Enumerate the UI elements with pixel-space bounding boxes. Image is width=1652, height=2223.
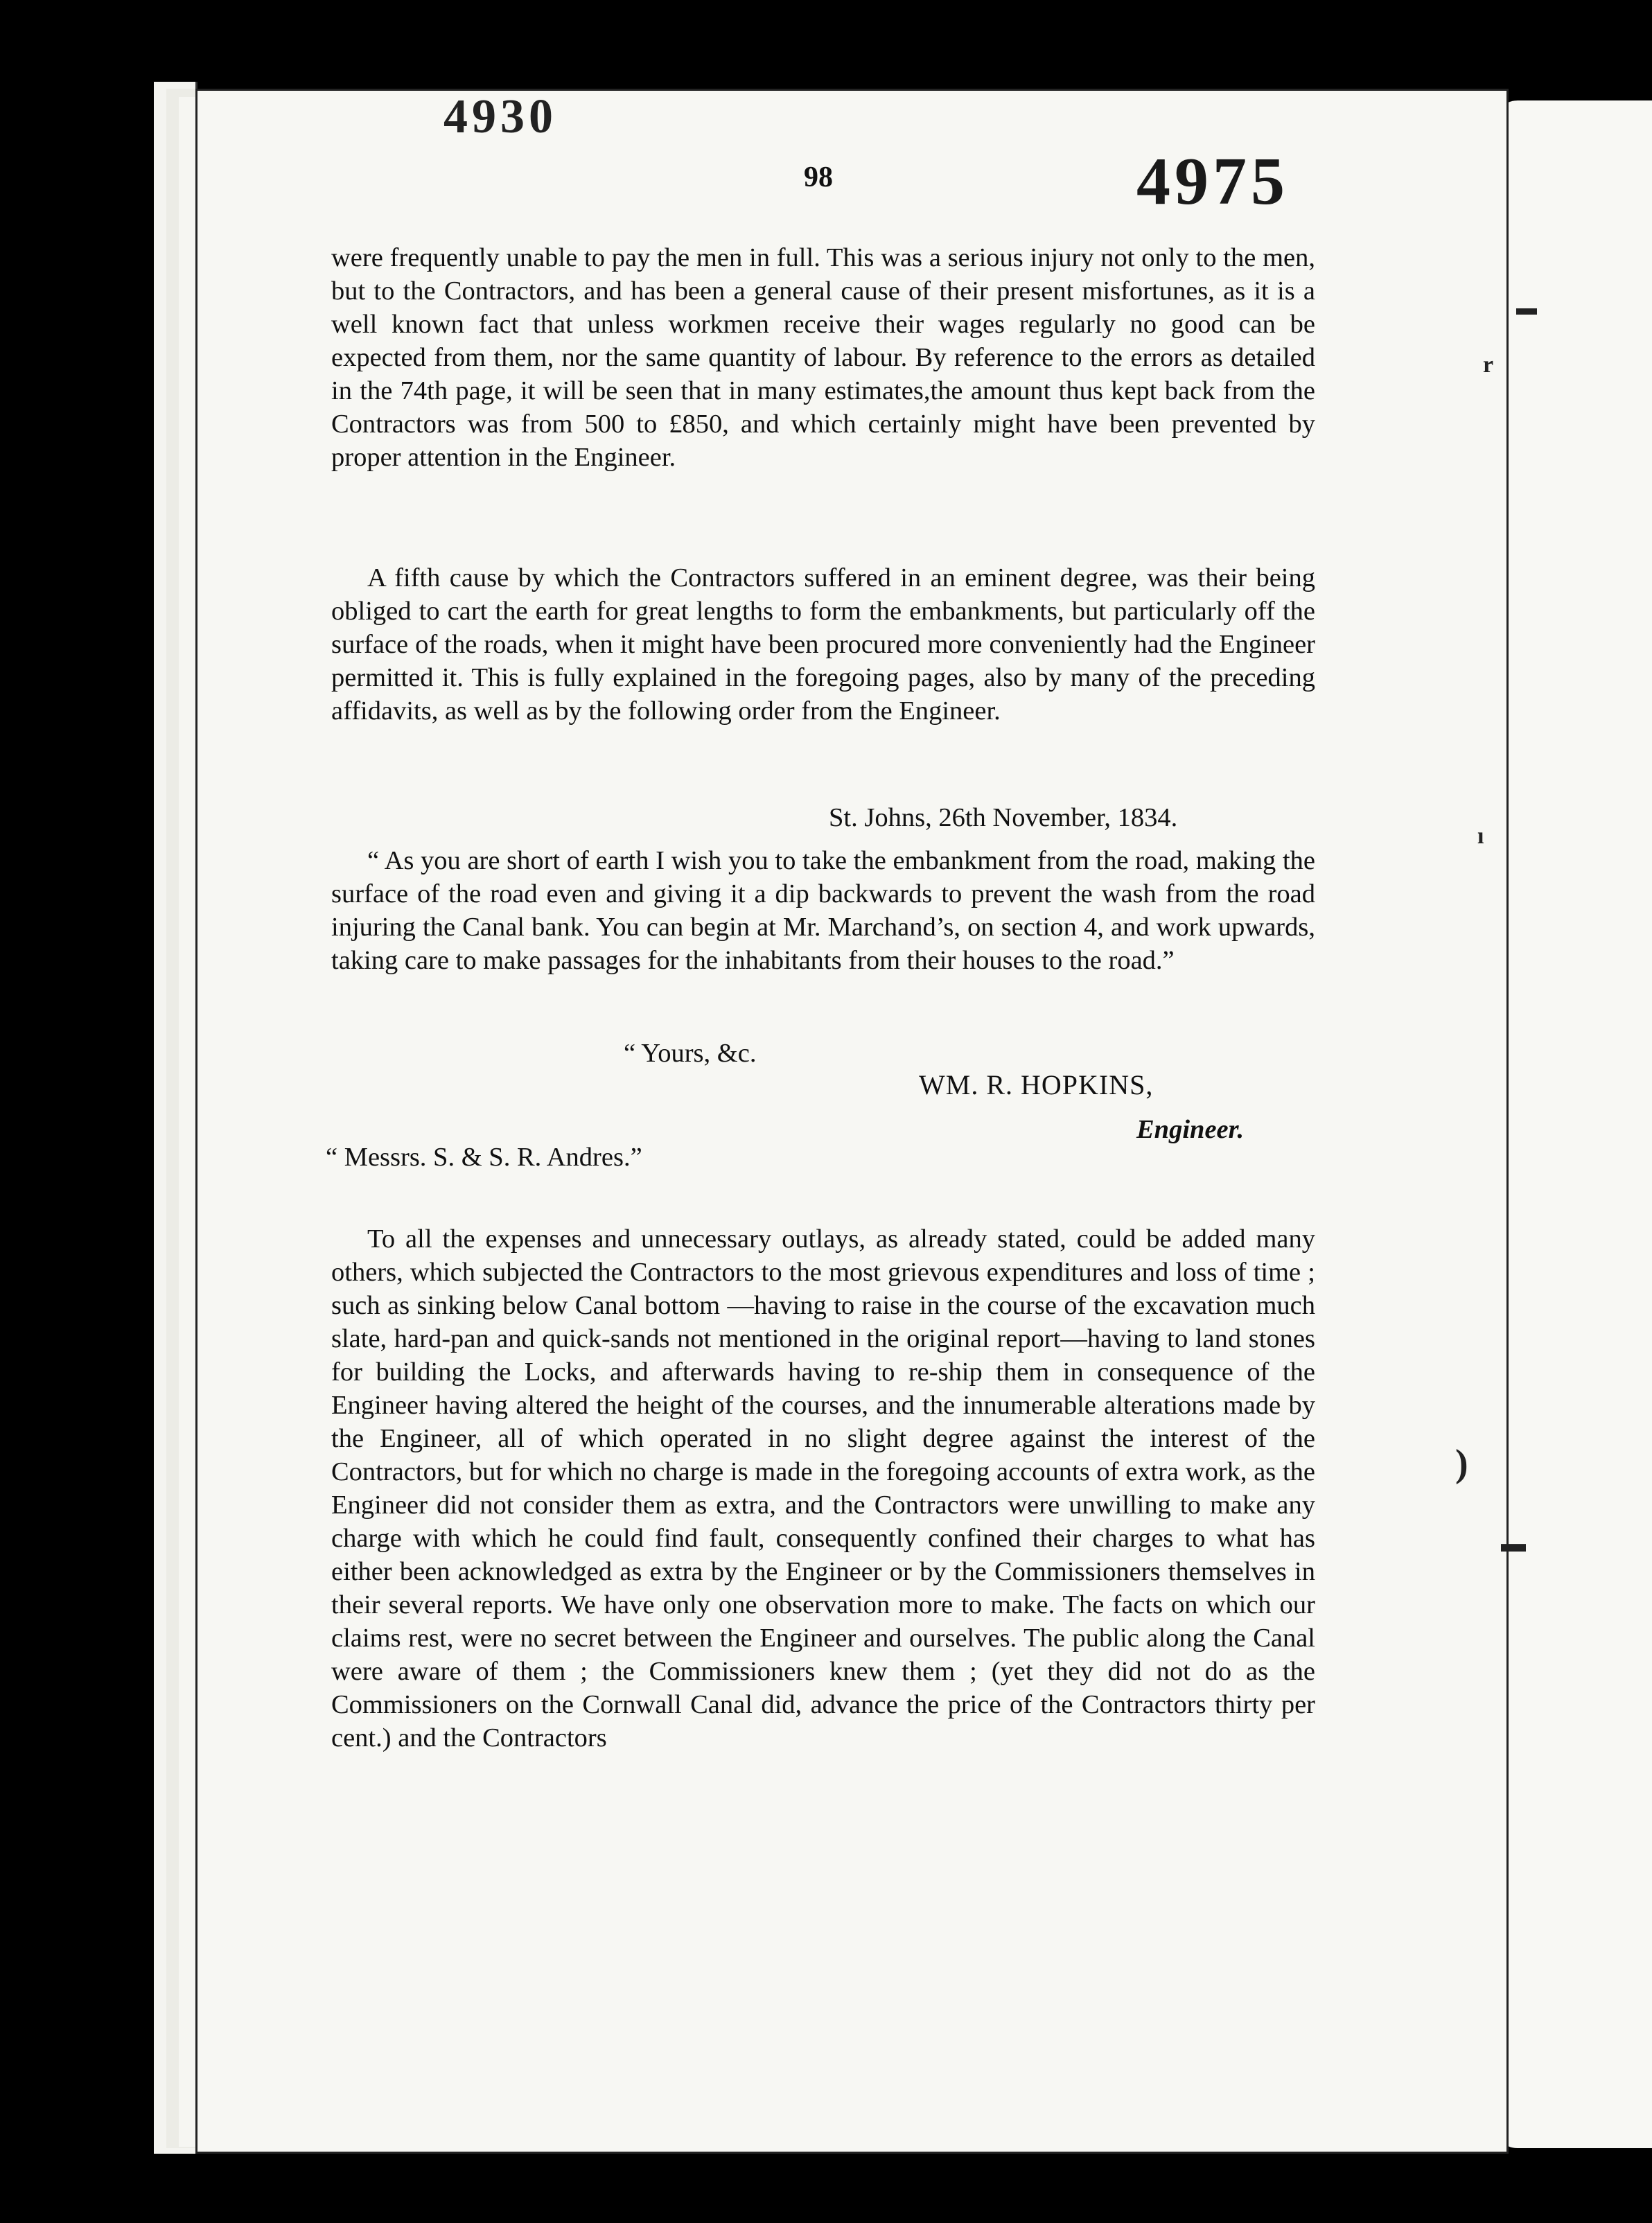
adjacent-page <box>1490 100 1652 2148</box>
page-number: 98 <box>804 161 833 193</box>
bleed-through-number <box>443 93 557 112</box>
paragraph-1: were frequently unable to pay the men in full. This was a serious injury not only to the men, but to the Contractors, and has been a general cause of their present misfortunes, as it is a well known fact that unless workmen receive their wages regularly no good can be expected from them, nor the same quantity of labour. By reference to the errors as detailed in the 74th page, it will be seen that in many estimates,the amount thus kept back from the Contractors was from 500 to £850, and which certainly might have been prevented by proper attention in the Engineer. <box>331 243 1315 472</box>
paragraph-2: A fifth cause by which the Contractors suffered in an eminent degree, was their being obliged to cart the earth for great lengths to form the embankments, but particularly off the surface of the roads, when it might have been procured more conveniently had the Engineer permitted it. This is fully explained in the foregoing pages, also by many of the preceding affidavits, as well as by the following order from the Engineer. <box>331 563 1315 726</box>
paragraph-3: To all the expenses and unnecessary outlays, as already stated, could be added many others, which subjected the Contractors to the most grievous expenditures and loss of time ; such as sinking below Canal bottom —having to raise in the course of the excavation much slate, hard-pan and quick-sands not mentioned in the original report—having to land stones for building the Locks, and afterwards having to re-ship them in consequence of the Engineer having altered the height of the courses, and the innumerable alterations made by the Engineer, all of which operated in no slight degree against the interest of the Contractors, but for which no charge is made in the foregoing accounts of extra work, as the Engineer did not consider them as extra, and the Contractors were unwilling to make any charge with which he could find fault, consequently confined their charges to what has either been acknowledged as extra by the Engineer or by the Commissioners themselves in their several reports. We have only one observation more to make. The facts on which our claims rest, were no secret between the Engineer and ourselves. The public along the Canal were aware of them ; the Commissioners knew them ; (yet they did not do as the Commissioners on the Cornwall Canal did, advance the price of the Contractors thirty per cent.) and the Contractors <box>331 1224 1315 1752</box>
stamped-number: 4975 <box>1136 144 1289 219</box>
margin-mark: ) <box>1455 1442 1468 1485</box>
signature-title: Engineer. <box>1136 1115 1245 1144</box>
signature-name: WM. R. HOPKINS, <box>919 1069 1154 1100</box>
margin-mark: ı <box>1477 823 1484 849</box>
letter-closing: “ Yours, &c. <box>624 1039 757 1068</box>
margin-mark: r <box>1483 352 1494 378</box>
letter-body: “ As you are short of earth I wish you to take the embankment from the road, making the surface of the road even and giving it a dip backwards to prevent the wash from the road injuring the Canal bank. You can begin at Mr. Marchand’s, on section 4, and work upwards, taking care to make passages for the inhabitants from their houses to the road.” <box>331 846 1315 975</box>
margin-mark: ▬ <box>1516 297 1537 319</box>
letter-date: St. Johns, 26th November, 1834. <box>829 803 1178 832</box>
letter-addressee: “ Messrs. S. & S. R. Andres.” <box>326 1143 642 1172</box>
margin-mark: ▬ <box>1501 1529 1526 1557</box>
